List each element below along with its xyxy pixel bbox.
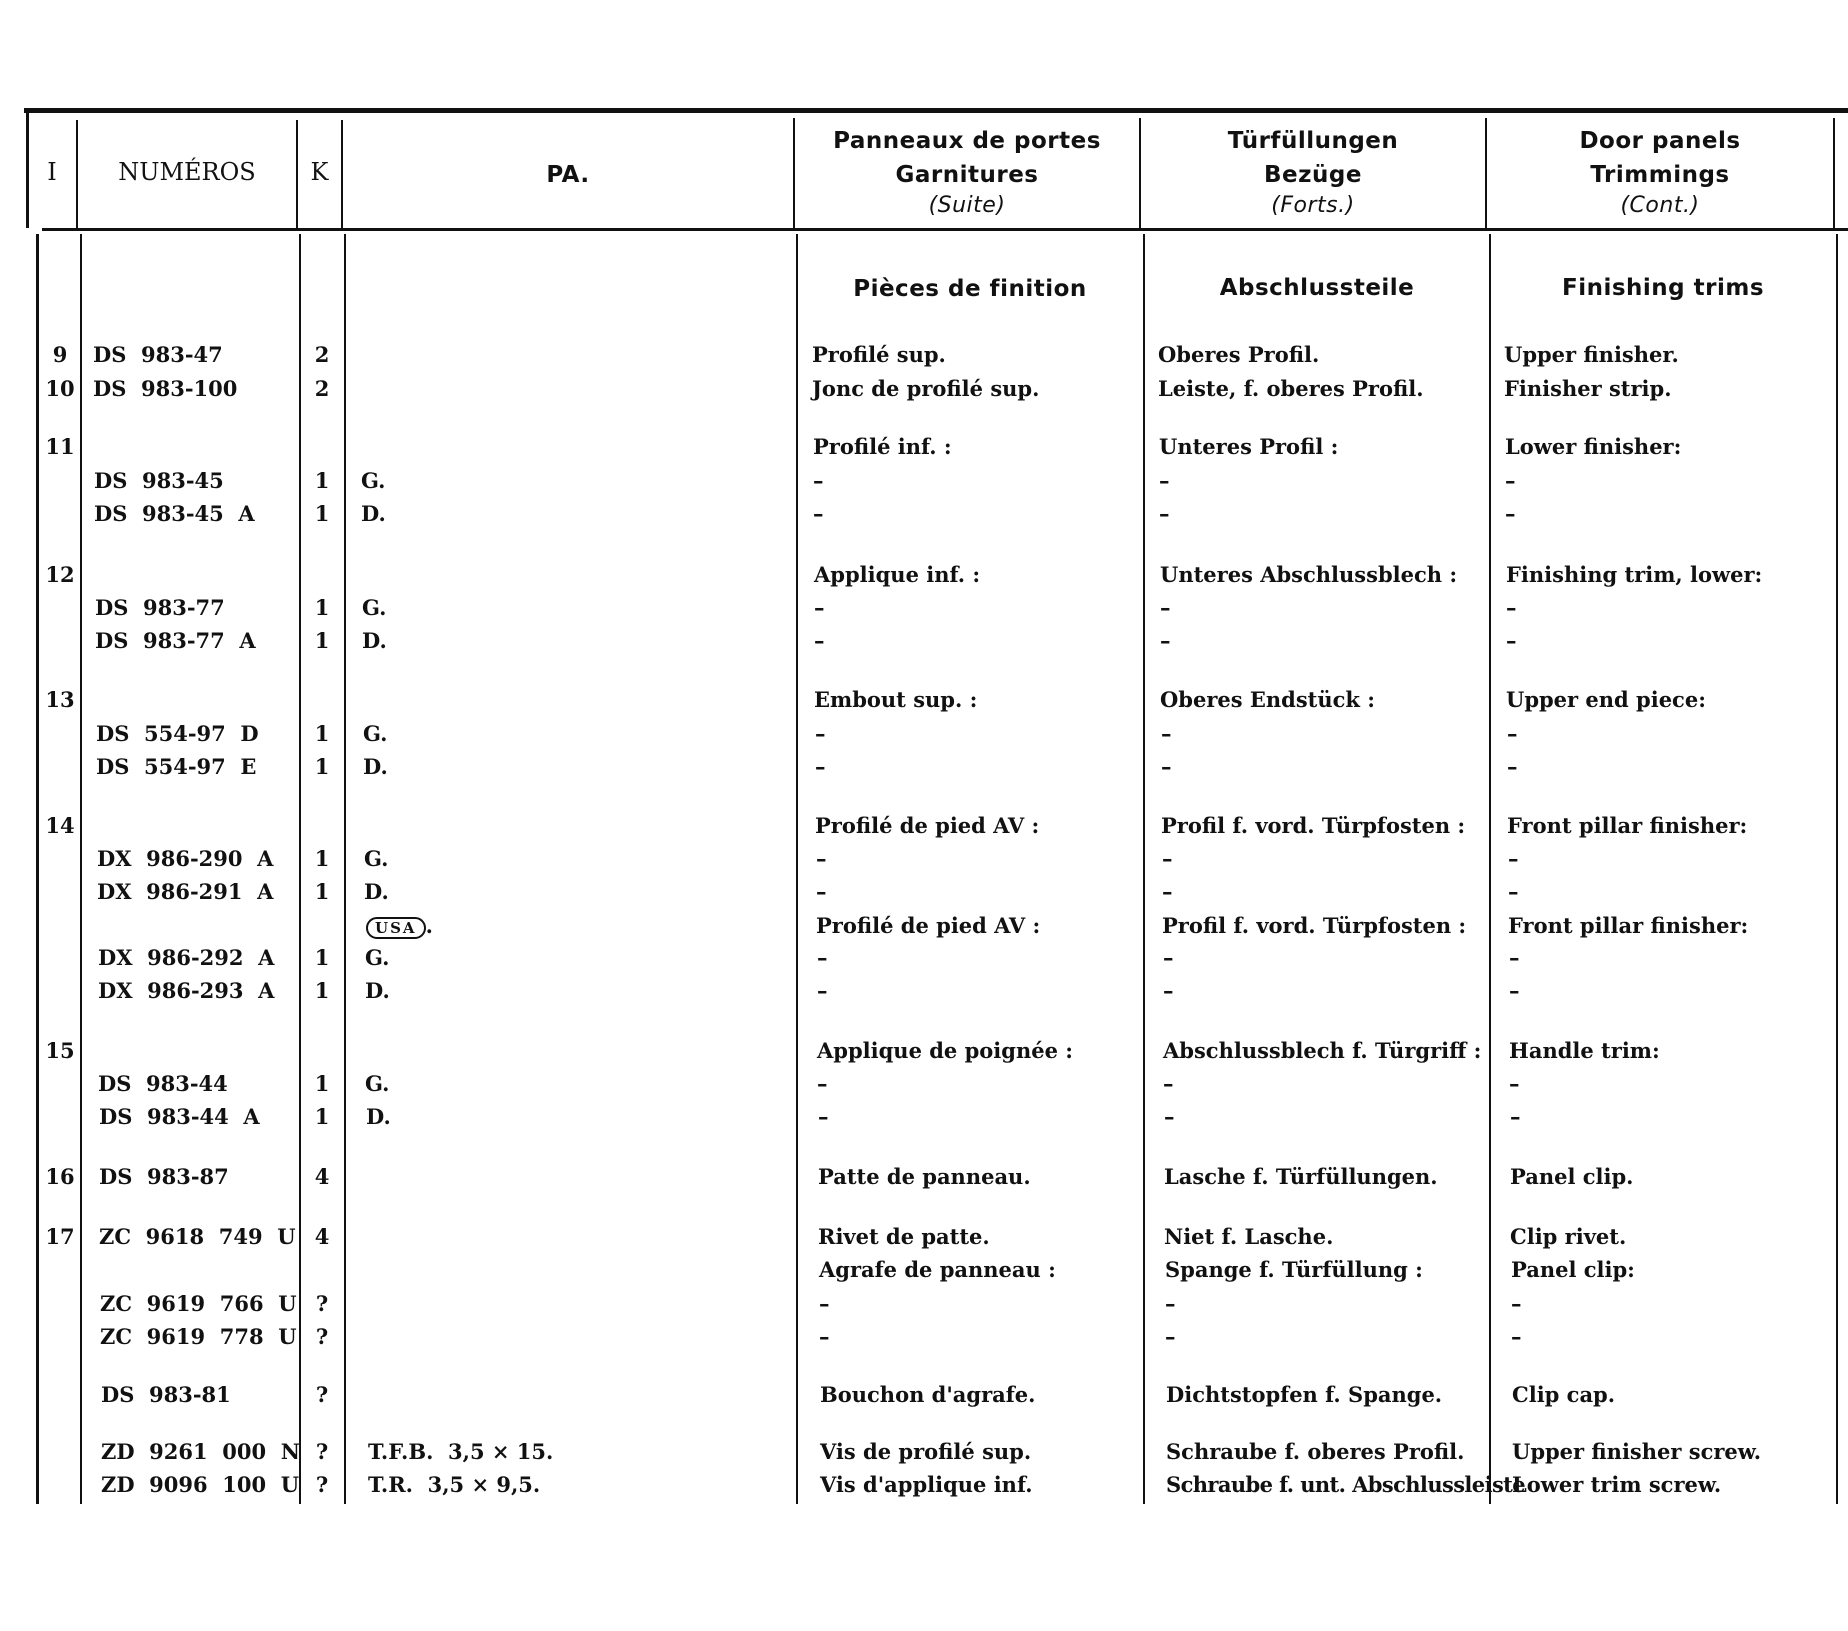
row-quantity: 2 [314, 342, 330, 367]
row-index: 12 [45, 562, 75, 587]
row-quantity: 2 [314, 376, 330, 401]
header-bottom-rule [42, 228, 1848, 231]
french-description: – [815, 721, 826, 746]
row-quantity: 1 [314, 1071, 330, 1096]
body-col-divider [80, 234, 82, 1504]
col-header-french-line1: Panneaux de portes [833, 128, 1101, 154]
english-description: Upper finisher screw. [1512, 1439, 1762, 1464]
col-header-french-line2: Garnitures [895, 162, 1039, 188]
german-description: Niet f. Lasche. [1164, 1224, 1334, 1249]
english-description: – [1511, 1324, 1522, 1349]
row-quantity: 4 [314, 1164, 330, 1189]
english-description: Upper finisher. [1504, 342, 1679, 367]
col-header-french [795, 124, 1139, 220]
part-number: DS 983-44 A [99, 1104, 260, 1129]
part-number: DS 983-100 [93, 376, 238, 401]
part-number: DS 983-47 [93, 342, 223, 367]
english-description: – [1508, 846, 1519, 871]
french-description: – [815, 754, 826, 779]
body-col-divider [344, 234, 346, 1504]
french-description: Embout sup. : [814, 687, 978, 712]
german-description: – [1163, 978, 1174, 1003]
row-quantity: 1 [314, 879, 330, 904]
row-quantity: ? [315, 1439, 329, 1464]
english-description: Upper end piece: [1506, 687, 1706, 712]
body-col-divider [796, 234, 798, 1504]
english-description: – [1505, 468, 1516, 493]
english-description: Panel clip: [1511, 1257, 1635, 1282]
french-description: Profilé sup. [812, 342, 946, 367]
english-description: – [1509, 978, 1520, 1003]
row-index: 10 [45, 376, 75, 401]
part-number: ZC 9619 778 U [100, 1324, 297, 1349]
row-pa: G. [364, 846, 389, 871]
part-number: ZD 9096 100 U [101, 1472, 300, 1497]
french-description: – [816, 846, 827, 871]
english-description: Lower finisher: [1505, 434, 1682, 459]
french-description: – [816, 879, 827, 904]
row-quantity: 1 [314, 1104, 330, 1129]
german-description: Schraube f. unt. Abschlussleiste [1166, 1472, 1526, 1497]
french-description: – [814, 595, 825, 620]
french-description: – [818, 1104, 829, 1129]
german-description: Schraube f. oberes Profil. [1166, 1439, 1465, 1464]
row-index: 11 [45, 434, 75, 459]
table-top-rule [24, 108, 1848, 113]
col-header-english-line1: Door panels [1579, 128, 1741, 154]
german-description: Leiste, f. oberes Profil. [1158, 376, 1424, 401]
german-description: Profil f. vord. Türpfosten : [1162, 913, 1467, 938]
part-number: DX 986-290 A [97, 846, 274, 871]
row-pa: D. [365, 978, 390, 1003]
german-description: – [1162, 846, 1173, 871]
french-description: – [813, 468, 824, 493]
german-description: Dichtstopfen f. Spange. [1166, 1382, 1443, 1407]
french-description: Rivet de patte. [818, 1224, 990, 1249]
row-quantity: 1 [314, 721, 330, 746]
col-header-german [1141, 124, 1485, 220]
english-description: Clip cap. [1512, 1382, 1616, 1407]
german-description: – [1163, 1071, 1174, 1096]
part-number: DS 983-45 A [94, 501, 255, 526]
german-description: Unteres Profil : [1159, 434, 1339, 459]
col-header-english [1487, 124, 1833, 220]
col-header-english-note: (Cont.) [1620, 193, 1700, 218]
english-description: Panel clip. [1510, 1164, 1634, 1189]
col-header-german-note: (Forts.) [1271, 193, 1355, 218]
col-header-pa: PA. [546, 162, 590, 188]
english-description: – [1506, 595, 1517, 620]
french-description: Bouchon d'agrafe. [820, 1382, 1036, 1407]
row-index: 9 [52, 342, 68, 367]
german-description: – [1160, 595, 1171, 620]
french-description: – [813, 501, 824, 526]
english-description: Handle trim: [1509, 1038, 1660, 1063]
col-header-index: I [47, 158, 57, 186]
part-number: DS 983-77 [95, 595, 225, 620]
row-index: 14 [45, 813, 75, 838]
german-description: – [1159, 468, 1170, 493]
row-quantity: 1 [314, 501, 330, 526]
part-number: DX 986-291 A [97, 879, 274, 904]
section-title-french: Pièces de finition [853, 276, 1087, 302]
usa-stamp-label: USA [366, 917, 426, 939]
part-number: DS 554-97 E [96, 754, 257, 779]
body-col-divider [1489, 234, 1491, 1504]
english-description: – [1508, 879, 1519, 904]
part-number: ZC 9618 749 U [99, 1224, 296, 1249]
part-number: DS 554-97 D [96, 721, 259, 746]
french-description: – [819, 1291, 830, 1316]
english-description: – [1507, 721, 1518, 746]
french-description: Applique de poignée : [817, 1038, 1073, 1063]
german-description: – [1165, 1291, 1176, 1316]
part-number: DS 983-45 [94, 468, 224, 493]
col-header-german-line2: Bezüge [1264, 162, 1362, 188]
english-description: Finisher strip. [1504, 376, 1672, 401]
row-quantity: 1 [314, 945, 330, 970]
row-quantity: 1 [314, 468, 330, 493]
french-description: Vis d'applique inf. [820, 1472, 1033, 1497]
col-header-english-line2: Trimmings [1590, 162, 1730, 188]
english-description: – [1509, 945, 1520, 970]
col-header-numeros: NUMÉROS [118, 158, 256, 186]
french-description: – [817, 945, 828, 970]
english-description: – [1505, 501, 1516, 526]
german-description: Abschlussblech f. Türgriff : [1163, 1038, 1482, 1063]
part-number: DX 986-292 A [98, 945, 275, 970]
german-description: – [1165, 1324, 1176, 1349]
french-description: Vis de profilé sup. [820, 1439, 1032, 1464]
part-number: ZD 9261 000 N [101, 1439, 300, 1464]
english-description: Finishing trim, lower: [1506, 562, 1763, 587]
row-quantity: 1 [314, 628, 330, 653]
row-pa: D. [361, 501, 386, 526]
english-description: – [1507, 754, 1518, 779]
french-description: – [817, 978, 828, 1003]
german-description: – [1162, 879, 1173, 904]
german-description: Unteres Abschlussblech : [1160, 562, 1458, 587]
row-pa: G. [362, 595, 387, 620]
row-index: 17 [45, 1224, 75, 1249]
row-pa: G. [365, 945, 390, 970]
col-header-k: K [310, 158, 329, 186]
english-description: Lower trim screw. [1512, 1472, 1722, 1497]
row-quantity: ? [315, 1472, 329, 1497]
row-index: 16 [45, 1164, 75, 1189]
german-description: Oberes Profil. [1158, 342, 1320, 367]
row-pa: T.F.B. 3,5 × 15. [368, 1439, 554, 1464]
row-quantity: 4 [314, 1224, 330, 1249]
part-number: DS 983-44 [98, 1071, 228, 1096]
german-description: – [1160, 628, 1171, 653]
english-description: Clip rivet. [1510, 1224, 1627, 1249]
english-description: – [1509, 1071, 1520, 1096]
part-number: DS 983-81 [101, 1382, 231, 1407]
row-pa: D. [364, 879, 389, 904]
german-description: – [1161, 754, 1172, 779]
usa-stamp [366, 911, 433, 941]
german-description: Oberes Endstück : [1160, 687, 1376, 712]
french-description: Profilé de pied AV : [815, 813, 1040, 838]
english-description: – [1511, 1291, 1522, 1316]
row-quantity: ? [315, 1382, 329, 1407]
french-description: Profilé de pied AV : [816, 913, 1041, 938]
german-description: Profil f. vord. Türpfosten : [1161, 813, 1466, 838]
row-pa: T.R. 3,5 × 9,5. [368, 1472, 541, 1497]
german-description: – [1159, 501, 1170, 526]
row-index: 13 [45, 687, 75, 712]
german-description: – [1164, 1104, 1175, 1129]
part-number: ZC 9619 766 U [100, 1291, 297, 1316]
header-col-divider [1833, 118, 1835, 228]
row-quantity: 1 [314, 846, 330, 871]
row-pa: G. [361, 468, 386, 493]
german-description: – [1161, 721, 1172, 746]
part-number: DS 983-87 [99, 1164, 229, 1189]
row-index: 15 [45, 1038, 75, 1063]
col-header-french-note: (Suite) [928, 193, 1006, 218]
french-description: Applique inf. : [814, 562, 981, 587]
german-description: Lasche f. Türfüllungen. [1164, 1164, 1438, 1189]
section-title-english: Finishing trims [1561, 275, 1765, 301]
row-quantity: ? [315, 1291, 329, 1316]
german-description: Spange f. Türfüllung : [1165, 1257, 1423, 1282]
french-description: Profilé inf. : [813, 434, 952, 459]
french-description: – [817, 1071, 828, 1096]
row-pa: G. [363, 721, 388, 746]
row-quantity: 1 [314, 595, 330, 620]
row-pa: G. [365, 1071, 390, 1096]
section-title-german: Abschlussteile [1219, 275, 1415, 301]
french-description: Jonc de profilé sup. [812, 376, 1040, 401]
usa-stamp-suffix: . [425, 913, 433, 938]
french-description: – [814, 628, 825, 653]
part-number: DX 986-293 A [98, 978, 275, 1003]
part-number: DS 983-77 A [95, 628, 256, 653]
row-quantity: 1 [314, 754, 330, 779]
row-quantity: 1 [314, 978, 330, 1003]
row-pa: D. [362, 628, 387, 653]
row-pa: D. [366, 1104, 391, 1129]
body-col-divider [1143, 234, 1145, 1504]
english-description: Front pillar finisher: [1507, 813, 1748, 838]
row-pa: D. [363, 754, 388, 779]
body-col-divider [1836, 234, 1838, 1504]
body-col-divider [36, 234, 39, 1504]
french-description: Agrafe de panneau : [819, 1257, 1056, 1282]
col-header-german-line1: Türfüllungen [1227, 128, 1399, 154]
german-description: – [1163, 945, 1174, 970]
english-description: Front pillar finisher: [1508, 913, 1749, 938]
french-description: Patte de panneau. [818, 1164, 1031, 1189]
french-description: – [819, 1324, 830, 1349]
row-quantity: ? [315, 1324, 329, 1349]
english-description: – [1510, 1104, 1521, 1129]
english-description: – [1506, 628, 1517, 653]
